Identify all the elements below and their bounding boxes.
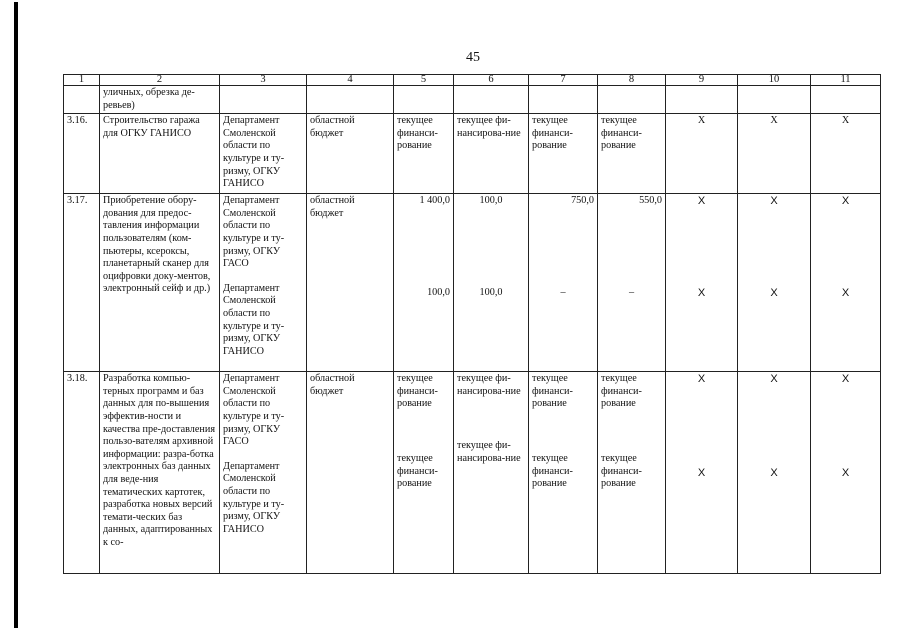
value-cell: текущее фи-нансирова-ние [454, 114, 529, 194]
indicator-b: Х [697, 286, 706, 299]
value-a: текущее финанси-рование [601, 373, 642, 410]
indicator-cell: Х [738, 114, 811, 194]
funding-source: областной бюджет [307, 372, 394, 574]
indicator-b: Х [770, 466, 778, 479]
value-cell: текущее финанси-рование [394, 114, 454, 194]
value-b: текущее финанси-рование [601, 452, 642, 490]
executor-cell [220, 372, 307, 574]
value-a: 100,0 [479, 195, 503, 207]
value-cell [598, 194, 666, 372]
executor: Департамент Смоленской области по культуре и ту-ризму, ОГКУ ГАСО [223, 373, 285, 448]
value-cell: текущее финанси-рование [529, 114, 598, 194]
value-b: – [560, 286, 566, 298]
value-cell [529, 372, 598, 574]
indicator-b: Х [770, 286, 778, 299]
header-cell: 3 [220, 75, 307, 86]
table-row [64, 86, 881, 114]
row-number: 3.18. [64, 372, 100, 574]
program-table [63, 74, 881, 574]
value-cell [394, 372, 454, 574]
value-b: 100,0 [427, 286, 450, 298]
funding-source: областной бюджет [307, 194, 394, 372]
value-b: текущее фи-нансирова-ние [457, 440, 521, 464]
indicator-a: Х [841, 373, 850, 386]
table-row [64, 114, 881, 194]
indicator-a: Х [697, 195, 706, 208]
indicator-cell [738, 372, 811, 574]
value-a: текущее финанси-рование [532, 373, 573, 410]
value-cell [394, 194, 454, 372]
header-row [64, 75, 881, 86]
page-number: 45 [466, 50, 480, 65]
value-b: – [628, 286, 635, 298]
value-a: 1 400,0 [419, 195, 450, 207]
header-cell: 11 [811, 75, 881, 86]
header-cell: 2 [100, 75, 220, 86]
value-cell [529, 194, 598, 372]
value-b: текущее финанси-рование [397, 452, 438, 490]
value-cell [454, 194, 529, 372]
header-cell: 1 [64, 75, 100, 86]
indicator-cell: Х [811, 114, 881, 194]
measure-name: Приобретение обору-дования для предос-тавления информации пользователям (ком-пьютеры, ксероксы, планетарный сканер для оцифровки доку-ментов, электронный сейф и др.) [100, 194, 220, 372]
indicator-cell: Х [666, 114, 738, 194]
header-cell: 5 [394, 75, 454, 86]
executor-cell [220, 194, 307, 372]
indicator-a: Х [841, 195, 850, 208]
indicator-b: Х [697, 466, 706, 479]
header-cell: 6 [454, 75, 529, 86]
row-number: 3.16. [64, 114, 100, 194]
header-cell: 8 [598, 75, 666, 86]
value-a: текущее финанси-рование [397, 373, 438, 410]
value-b: 100,0 [479, 286, 503, 298]
funding-source: областной бюджет [307, 114, 394, 194]
value-b: текущее финанси-рование [532, 452, 573, 490]
executor: Департамент Смоленской области по культуре и ту-ризму, ОГКУ ГАСО [223, 195, 285, 270]
page-edge-bar [14, 2, 18, 628]
value-cell [454, 372, 529, 574]
value-a: текущее фи-нансирова-ние [457, 373, 521, 397]
executor: Департамент Смоленской области по культуре и ту-ризму, ОГКУ ГАНИСО [223, 282, 285, 357]
row-number: 3.17. [64, 194, 100, 372]
value-a: 550,0 [639, 195, 662, 207]
executor: Департамент Смоленской области по культуре и ту-ризму, ОГКУ ГАНИСО [220, 114, 307, 194]
measure-name: Строительство гаража для ОГКУ ГАНИСО [100, 114, 220, 194]
indicator-a: Х [770, 373, 778, 386]
continued-text: уличных, обрезка де-ревьев) [100, 86, 220, 114]
value-cell: текущее финанси-рование [598, 114, 666, 194]
table-row [64, 194, 881, 372]
indicator-cell [738, 194, 811, 372]
executor: Департамент Смоленской области по культуре и ту-ризму, ОГКУ ГАНИСО [223, 460, 285, 535]
header-cell: 10 [738, 75, 811, 86]
indicator-cell [811, 194, 881, 372]
indicator-a: Х [697, 373, 706, 386]
header-cell: 7 [529, 75, 598, 86]
header-cell: 9 [666, 75, 738, 86]
header-cell: 4 [307, 75, 394, 86]
indicator-b: Х [841, 286, 850, 299]
indicator-cell [666, 194, 738, 372]
indicator-b: Х [841, 466, 850, 479]
table-row [64, 372, 881, 574]
indicator-cell [666, 372, 738, 574]
value-cell [598, 372, 666, 574]
indicator-cell [811, 372, 881, 574]
indicator-a: Х [770, 195, 778, 208]
measure-name: Разработка компью-терных программ и баз данных для по-вышения эффектив-ности и качества пре-доставления пользо-вателям архивной информации: разра-ботка электронных баз данных для веде-ния тематических картотек, разработка новых версий темати-ческих баз данных, адаптированных к со- [100, 372, 220, 574]
value-a: 750,0 [571, 195, 594, 207]
